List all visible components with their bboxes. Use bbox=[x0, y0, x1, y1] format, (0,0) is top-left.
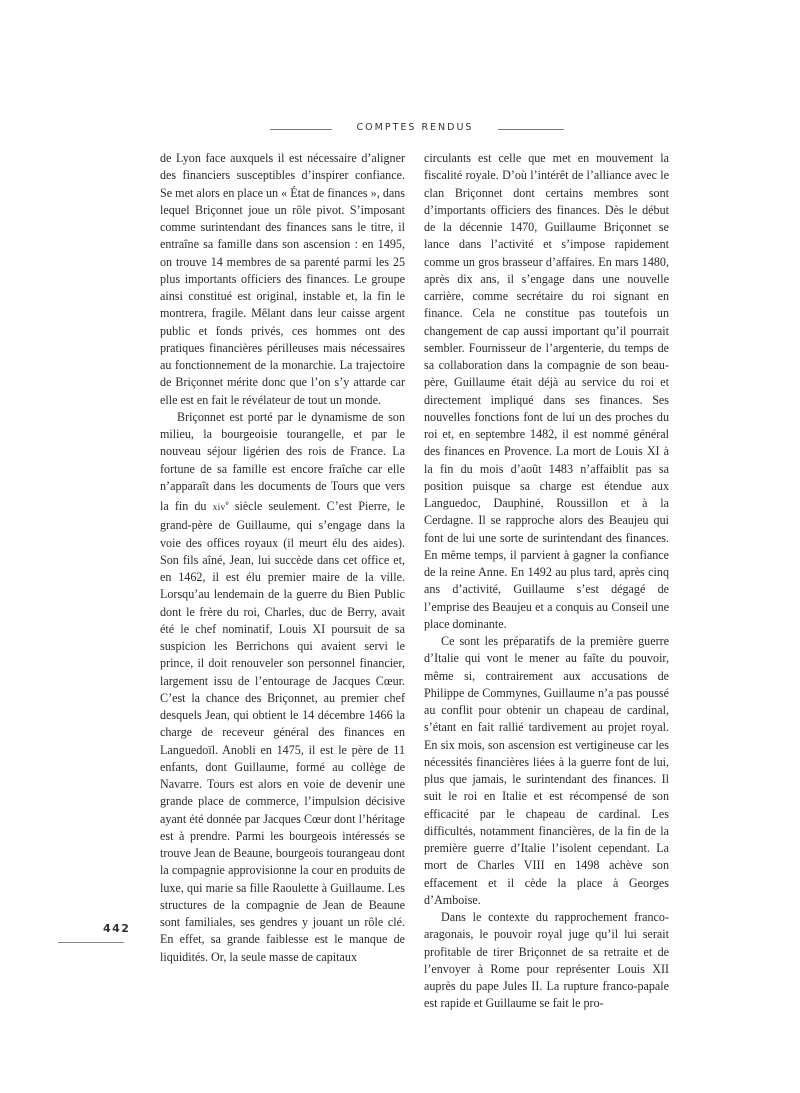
text-segment: siècle seulement. C’est Pierre, le grand-père de Guillaume, qui s’engage dans la voie des offices royaux (il meurt élu des aides). Son fils aîné, Jean, lui succède dans cet office et, en 1462, il est élu premier maire de la ville. Lorsqu’au lendemain de la guerre du Bien Public dont le frère du roi, Charles, duc de Berry, avait été le chef nominatif, Louis XI poursuit de sa suspicion les Berrichons qui avaient servi le prince, il doit renouveler son personnel financier, largement issu de l’entourage de Jacques Cœur. C’est la chance des Briçonnet, au premier chef desquels Jean, qui obtient le 14 décembre 1466 la charge de receveur général des finances en Languedoïl. Anobli en 1475, il est le père de 11 enfants, dont Guillaume, formé au collège de Navarre. Tours est alors en voie de devenir une grande place de commerce, l’impulsion décisive ayant été donnée par Jacques Cœur dont l’héritage est à prendre. Parmi les bourgeois intéressés se trouve Jean de Beaune, bourgeois tourangeau dont la compagnie approvisionne la cour en produits de luxe, qui marie sa fille Raoulette à Guillaume. Les structures de la compagnie de Jean de Beaune sont familiales, ses gendres y jouant un rôle clé. En effet, sa grande faiblesse est le manque de liquidités. Or, la seule masse de capitaux bbox=[160, 499, 406, 964]
paragraph-rome: Dans le contexte du rapprochement franco-aragonais, le pouvoir royal juge qu’il lui serait profitable de tirer Briçonnet de sa retraite et de l’envoyer à Rome pour représenter Louis XII auprès du pape Jules II. La rupture franco-papale est rapide et Guillaume se fait le pro- bbox=[424, 910, 669, 1011]
right-column bbox=[424, 150, 669, 1013]
page-number: 442 bbox=[103, 922, 131, 935]
page-number-rule bbox=[58, 942, 124, 943]
century-superscript: e bbox=[225, 499, 229, 507]
left-column bbox=[160, 150, 405, 966]
running-head bbox=[0, 122, 800, 136]
running-head-title: COMPTES RENDUS bbox=[356, 122, 474, 133]
paragraph-italian-war: Ce sont les préparatifs de la première guerre d’Italie qui vont le mener au faîte du pouvoir, même si, contrairement aux accusations de Philippe de Commynes, Guillaume n’a pas poussé au conflit pour obtenir un chapeau de cardinal, s’étant en fait rallié tardivement au projet royal. En six mois, son ascension est vertigineuse car les nécessités financières liées à la guerre font de lui, plus que jamais, le surintendant des finances. Il suit le roi en Italie et est récompensé de son efficacité par le chapeau de cardinal. Les difficultés, notamment financières, de la fin de la première guerre d’Italie l’isolent cependant. La mort de Charles VIII en 1498 achève son effacement et il cède la place à Georges d’Amboise. bbox=[424, 634, 669, 907]
text-segment: Briçonnet est porté par le dynamisme de son milieu, la bourgeoisie tourangelle, et par le nouveau séjour ligérien des rois de France. La fortune de sa famille est encore fraîche car elle n’apparaît dans les documents de Tours que vers la fin du bbox=[160, 409, 405, 514]
paragraph-career: circulants est celle que met en mouvement la fiscalité royale. D’où l’intérêt de l’alliance avec le clan Briçonnet dont certains membres sont d’importants officiers des finances. Dès le début de la décennie 1470, Guillaume Briçonnet se lance dans l’activité et s’impose rapidement comme un gros brasseur d’affaires. En mars 1480, après dix ans, il s’engage dans une nouvelle carrière, comme secrétaire du roi signant en finance. Cela ne constitue pas toutefois un changement de cap aussi important qu’il pourrait sembler. Fournisseur de l’argenterie, du temps de sa collaboration dans la compagnie de son beau-père, Guillaume était déjà au service du roi et directement impliqué dans ses finances. Ses nouvelles fonctions font de lui un des proches du roi et, en septembre 1482, il est nommé général des finances en Provence. La mort de Louis XI à la fin du mois d’août 1483 n’affaiblit pas sa position puisque sa charge est étendue aux Languedoc, Dauphiné, Roussillon et à la Cerdagne. Il se rapproche alors des Beaujeu qui font de lui une sorte de surintendant des finances. En même temps, il parvient à gagner la confiance de la reine Anne. En 1492 au plus tard, après cinq ans d’activité, Guillaume s’est dégagé de l’emprise des Beaujeu et a conquis au Conseil une place dominante. bbox=[424, 151, 669, 631]
century-numeral: xiv bbox=[212, 503, 226, 514]
header-rule-left bbox=[270, 129, 332, 130]
paragraph-briconnet-origins bbox=[160, 409, 405, 966]
paragraph-continued: de Lyon face auxquels il est nécessaire d’aligner des financiers susceptibles d’inspirer confiance. Se met alors en place un « État de finances », dans lequel Briçonnet joue un rôle pivot. S’imposant comme surintendant des finances sans le titre, il entraîne sa famille dans son ascension : en 1495, on trouve 14 membres de sa parenté parmi les 25 plus importants officiers des finances. Le groupe ainsi constitué est original, instable et, la fin le montrera, fragile. Mêlant dans leur caisse argent public et fonds privés, ces hommes ont des pratiques financières périlleuses mais nécessaires au fonctionnement de la monarchie. La trajectoire de Briçonnet mérite donc que l’on s’y attarde car elle est en fait le révélateur de tout un monde. bbox=[160, 151, 405, 407]
header-rule-right bbox=[498, 129, 564, 130]
